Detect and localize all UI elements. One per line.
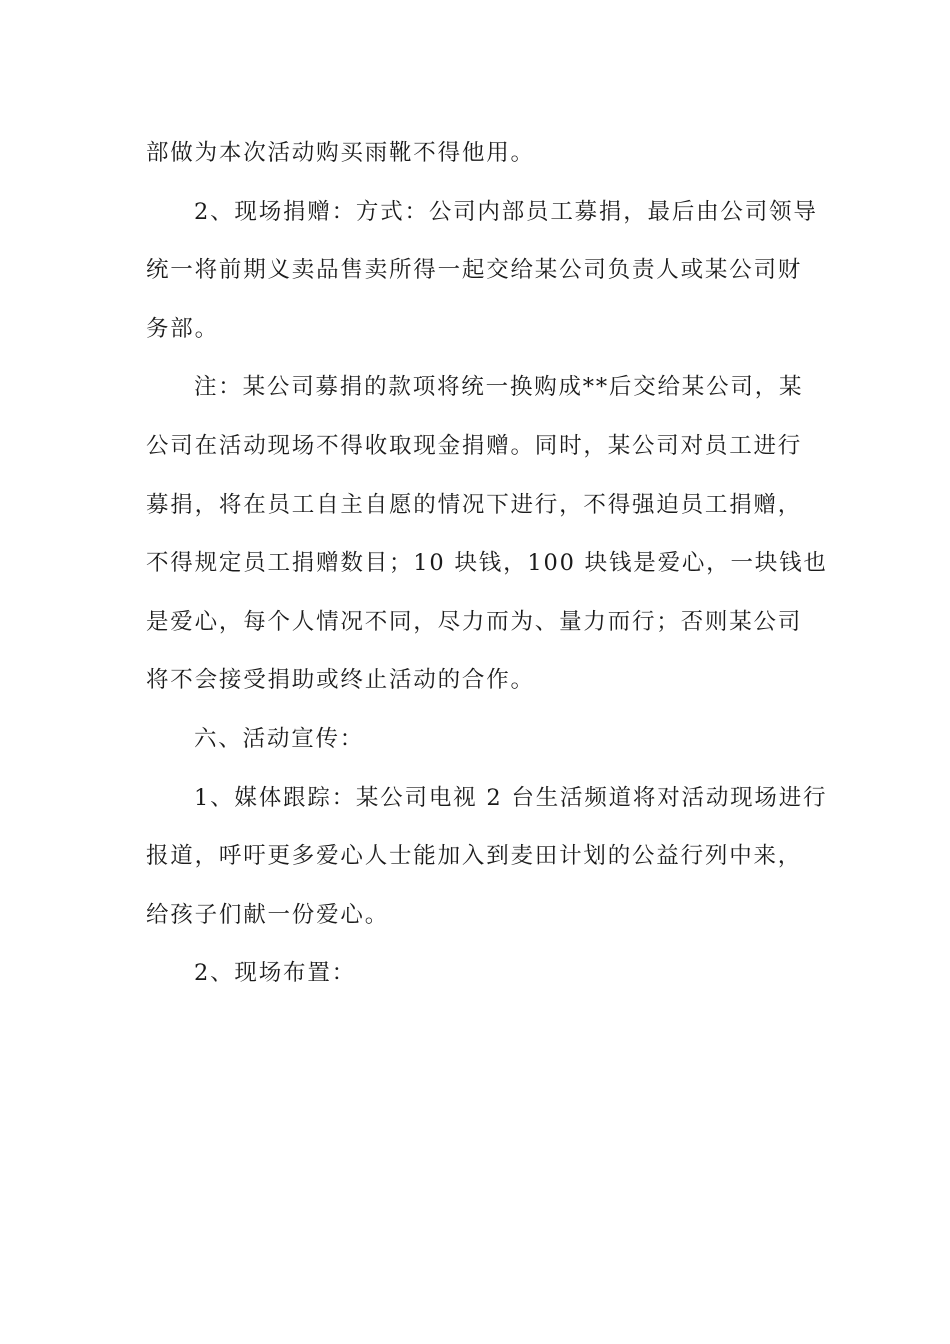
text-line: 1、媒体跟踪：某公司电视 2 台生活频道将对活动现场进行: [194, 784, 828, 811]
text-line: 募捐，将在员工自主自愿的情况下进行，不得强迫员工捐赠，: [146, 491, 803, 518]
text-line: 报道，呼吁更多爱心人士能加入到麦田计划的公益行列中来，: [146, 843, 803, 870]
text-line: 将不会接受捐助或终止活动的合作。: [146, 667, 535, 694]
paragraph-note: [146, 358, 828, 710]
heading-line: 六、活动宣传：: [194, 725, 365, 752]
text-line: 不得规定员工捐赠数目；10 块钱，100 块钱是爱心，一块钱也: [146, 550, 828, 577]
document-page: [146, 124, 828, 1003]
text-line: 2、现场捐赠：方式：公司内部员工募捐，最后由公司领导: [194, 198, 818, 225]
paragraph-media-tracking: [146, 769, 828, 945]
text-line: 部做为本次活动购买雨靴不得他用。: [146, 140, 535, 166]
section-heading-publicity: [146, 710, 806, 769]
text-line: 注：某公司募捐的款项将统一换购成**后交给某公司，某: [194, 374, 804, 401]
text-line: 是爱心，每个人情况不同，尽力而为、量力而行；否则某公司: [146, 608, 803, 635]
text-line: 公司在活动现场不得收取现金捐赠。同时，某公司对员工进行: [146, 432, 803, 459]
paragraph-continuation: [146, 124, 806, 183]
paragraph-site-layout: [146, 944, 806, 1003]
text-line: 给孩子们献一份爱心。: [146, 901, 390, 928]
text-line: 务部。: [146, 315, 219, 342]
text-line: 统一将前期义卖品售卖所得一起交给某公司负责人或某公司财: [146, 257, 803, 284]
paragraph-on-site-donation: [146, 183, 818, 359]
text-line: 2、现场布置：: [194, 960, 356, 987]
